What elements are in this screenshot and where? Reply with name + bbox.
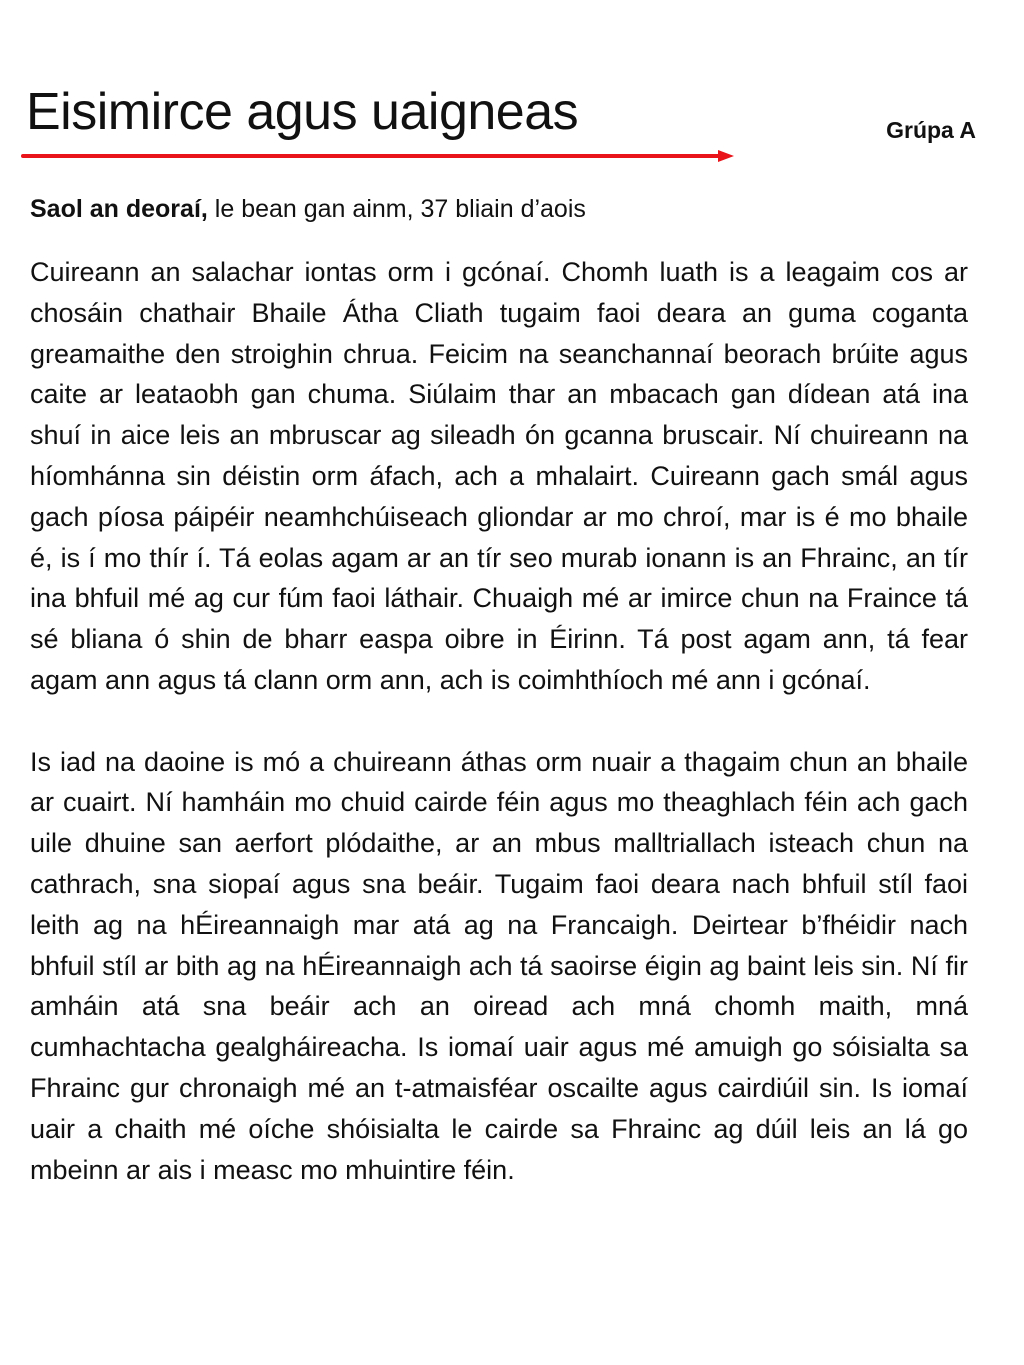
page-title: Eisimirce agus uaigneas	[26, 83, 579, 141]
article-body	[30, 252, 968, 1190]
underline-arrowhead	[718, 150, 734, 162]
paragraph-1: Cuireann an salachar iontas orm i gcónaí. Chomh luath is a leagaim cos ar chosáin chathair Bhaile Átha Cliath tugaim faoi deara an guma coganta greamaithe den stroighin chrua. Feicim na seanchannaí beorach brúite agus caite ar leataobh gan chuma. Siúlaim thar an mbacach gan dídean atá ina shuí in aice leis an mbruscar ag sileadh ón gcanna bruscair. Ní chuireann na híomhánna sin déistin orm áfach, ach a mhalairt. Cuireann gach smál agus gach píosa páipéir neamhchúiseach gliondar ar mo chroí, mar is é mo bhaile é, is í mo thír í. Tá eolas agam ar an tír seo murab ionann is an Fhrainc, an tír ina bhfuil mé ag cur fúm faoi láthair. Chuaigh mé ar imirce chun na Fraince tá sé bliana ó shin de bharr easpa oibre in Éirinn. Tá post agam ann, tá fear agam ann agus tá clann orm ann, ach is coimhthíoch mé ann i gcónaí.	[30, 257, 968, 695]
article-author: le bean gan ainm, 37 bliain d’aois	[207, 195, 586, 223]
article-heading: Saol an deoraí,	[30, 195, 208, 223]
article-byline	[30, 193, 586, 226]
group-label: Grúpa A	[886, 117, 976, 143]
title-underline-arrow	[20, 146, 736, 166]
paragraph-2: Is iad na daoine is mó a chuireann áthas orm nuair a thagaim chun an bhaile ar cuairt. Ní hamháin mo chuid cairde féin agus mo theaghlach féin ach gach uile dhuine san aerfort plódaithe, ar an mbus malltriallach isteach chun na cathrach, sna siopaí agus sna beáir. Tugaim faoi deara nach bhfuil stíl faoi leith ag na hÉireannaigh mar atá ag na Francaigh. Deirtear b’fhéidir nach bhfuil stíl ar bith ag na hÉireannaigh ach tá saoirse éigin ag baint leis sin. Ní fir amháin atá sna beáir ach an oiread ach mná chomh maith, mná cumhachtacha gealgháireacha. Is iomaí uair agus mé amuigh go sóisialta sa Fhrainc gur chronaigh mé an t-atmaisféar oscailte agus cairdiúil sin. Is iomaí uair a chaith mé oíche shóisialta le cairde sa Fhrainc ag dúil leis an lá go mbeinn ar ais i measc mo mhuintire féin.	[30, 746, 968, 1185]
